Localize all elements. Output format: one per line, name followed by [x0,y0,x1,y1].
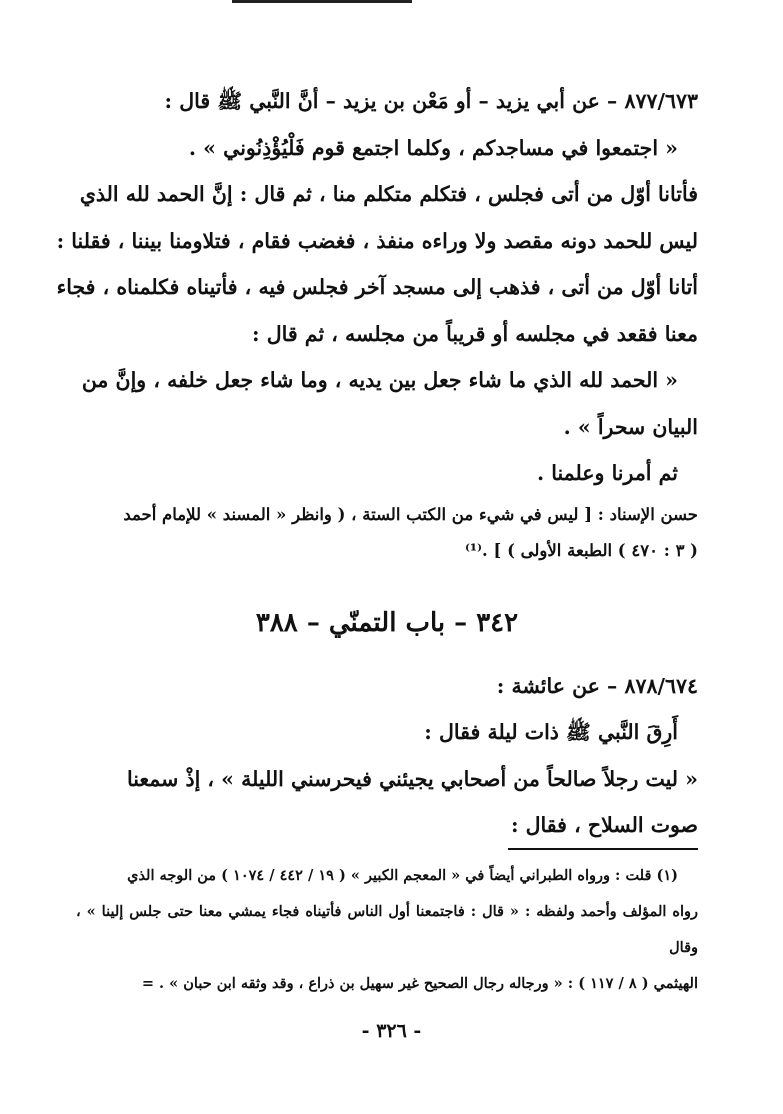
footnotes [76,858,698,1002]
footnote-rule [508,848,698,850]
hadith1-line4: ليس للحمد دونه مقصد ولا وراءه منفذ ، فغضب فقام ، فتلاومنا بيننا ، فقلنا : [56,228,698,253]
page-number: - ٣٢٦ - [361,1020,422,1042]
hadith1-line5: أتانا أوّل من أتى ، فذهب إلى مسجد آخر فجلس فيه ، فأتيناه فكلمناه ، فجاء [56,275,698,299]
hadith2-line4: صوت السلاح ، فقال : [510,813,698,837]
hadith1-number: ٨٧٧/٦٧٣ [624,89,698,113]
hadith1-line1 [76,78,698,125]
footnote-line1: (١) قلت : ورواه الطبراني أيضاً في « المعجم الكبير » ( ١٩ / ٤٤٢ / ١٠٧٤ ) من الوجه الذي [127,867,678,884]
hadith2-line1-text: – عن عائشة : [496,673,618,698]
chapter-heading: ٣٤٢ – باب التمنّي – ٣٨٨ [255,607,519,638]
hadith2-line3: « ليت رجلاً صالحاً من أصحابي يجيئني فيحرسني الليلة » ، إذْ سمعنا [126,766,698,791]
hadith2-number: ٨٧٨/٦٧٤ [624,673,698,698]
hadith1-line9: ثم أمرنا وعلمنا . [536,461,678,485]
footnote-line2: رواه المؤلف وأحمد ولفظه : « قال : فاجتمعنا أول الناس فأتيناه فجاء يمشي معنا حتى جلس إلينا » ، وقال [76,903,698,956]
hadith2-line1 [76,663,698,710]
footnote-line3: الهيثمي ( ٨ / ١١٧ ) : « ورجاله رجال الصحيح غير سهيل بن ذراع ، وقد وثقه ابن حبان » . = [141,975,698,992]
hadith1-line3: فأتانا أوّل من أتى فجلس ، فتكلم متكلم منا ، ثم قال : إنَّ الحمد لله الذي [79,182,698,206]
hadith1-line8: البيان سحراً » . [563,414,698,439]
hadith1-line1-text: – عن أبي يزيد – أو مَعْن بن يزيد – أنَّ النَّبي ﷺ قال : [164,89,618,113]
hadith1-line2: « اجتمعوا في مساجدكم ، وكلما اجتمع قوم فَلْيُؤْذِنُوني » . [188,135,678,160]
page-body [56,78,698,849]
hadith2-line2: أَرِقَ النَّبي ﷺ ذات ليلة فقال : [424,720,678,744]
hadith1-line6: معنا فقعد في مجلسه أو قريباً من مجلسه ، ثم قال : [252,321,698,346]
top-rule [232,0,412,3]
isnad-text1: [ ليس في شيء من الكتب الستة ، ( وانظر « المسند » للإمام أحمد [123,504,593,524]
isnad-label: حسن الإسناد : [597,504,698,524]
isnad-line2: ( ٣ : ٤٧٠ ) الطبعة الأولى ) ] .⁽¹⁾ [464,540,698,560]
isnad-line1 [76,497,698,533]
hadith1-line7: « الحمد لله الذي ما شاء جعل بين يديه ، وما شاء جعل خلفه ، وإنَّ من [81,368,678,392]
